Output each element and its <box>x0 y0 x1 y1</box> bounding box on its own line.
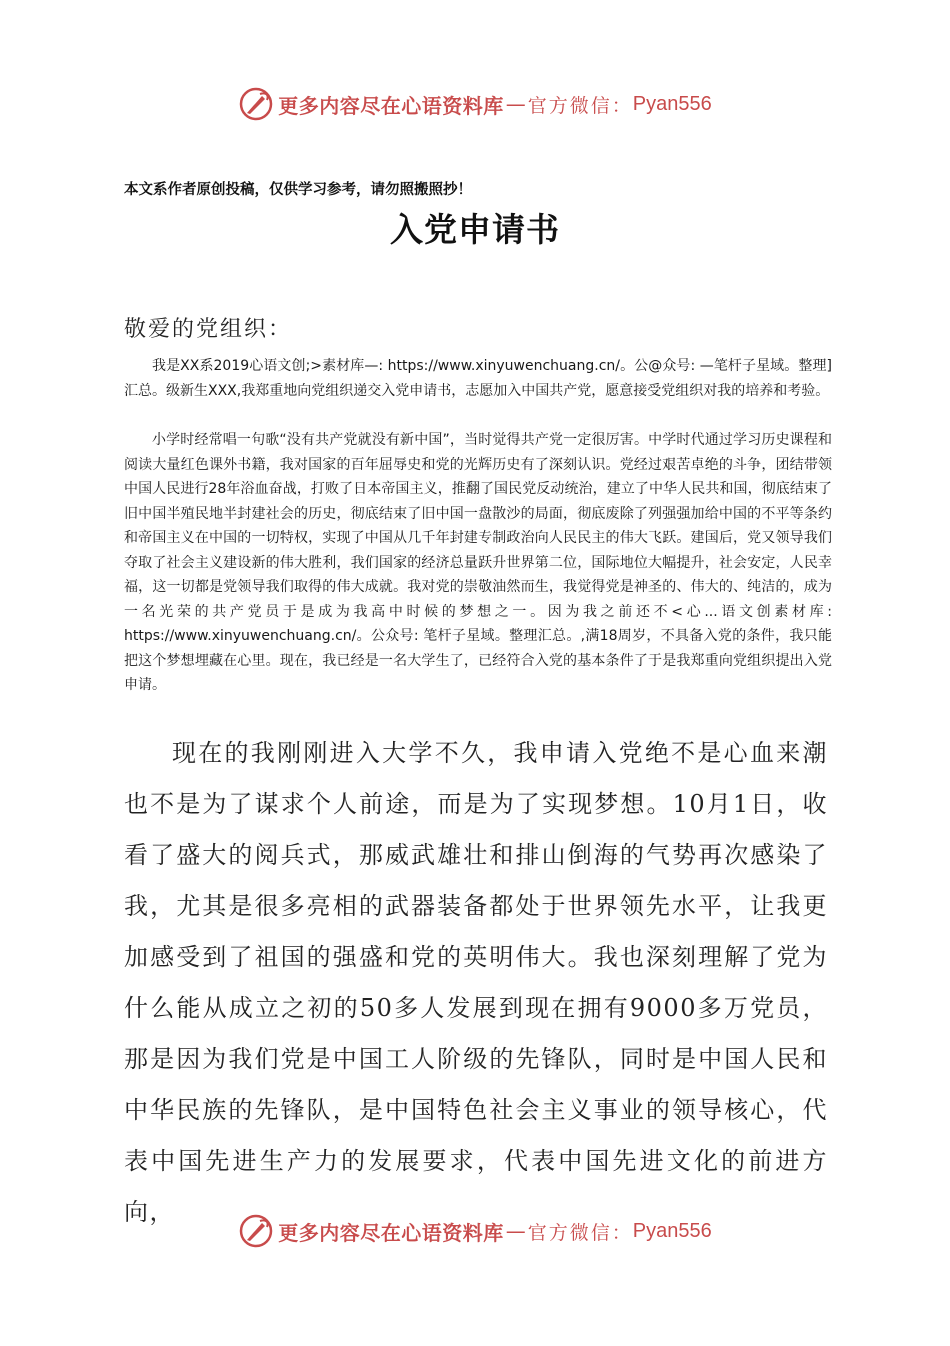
watermark-wechat-label: 官方微信： <box>527 94 633 117</box>
watermark-wechat-id: Pyan556 <box>632 1219 712 1242</box>
watermark-header <box>0 84 950 124</box>
paragraph-2: 小学时经常唱一句歌“没有共产党就没有新中国”，当时觉得共产党一定很厉害。中学时代通过学习历史课程和阅读大量红色课外书籍，我对国家的百年屈辱史和党的光辉历史有了深刻认识。党经过艰苦卓绝的斗争，团结带领中国人民进行28年浴血奋战，打败了日本帝国主义，推翻了国民党反动统治，建立了中华人民共和国，彻底结束了旧中国半殖民地半封建社会的历史，彻底结束了旧中国一盘散沙的局面，彻底废除了列强强加给中国的不平等条约和帝国主义在中国的一切特权，实现了中国从几千年封建专制政治向人民民主的伟大飞跃。建国后，党又领导我们夺取了社会主义建设新的伟大胜利，我们国家的经济总量跃升世界第二位，国际地位大幅提升，社会安定，人民幸福，这一切都是党领导我们取得的伟大成就。我对党的崇敬油然而生，我觉得党是神圣的、伟大的、纯洁的，成为一名光荣的共产党员于是成为我高中时候的梦想之一。因为我之前还不<心...语文创素材库: https://www.xinyuwenchuang.cn/。公众号: 笔杆子星域。整理汇总。,满18周岁，不具备入党的条件，我只能把这个梦想埋藏在心里。现在，我已经是一名大学生了，已经符合入党的基本条件了于是我郑重向党组织提出入党申请。 <box>124 432 832 693</box>
paragraph-3: 现在的我刚刚进入大学不久，我申请入党绝不是心血来潮也不是为了谋求个人前途，而是为了实现梦想。10月1日，收看了盛大的阅兵式，那威武雄壮和排山倒海的气势再次感染了我，尤其是很多亮相的武器装备都处于世界领先水平，让我更加感受到了祖国的强盛和党的英明伟大。我也深刻理解了党为什么能从成立之初的50多人发展到现在拥有9000多万党员，那是因为我们党是中国工人阶级的先锋队，同时是中国人民和中华民族的先锋队，是中国特色社会主义事业的领导核心，代表中国先进生产力的发展要求，代表中国先进文化的前进方向， <box>124 739 828 1226</box>
watermark-separator: — <box>505 1219 526 1243</box>
watermark-separator: — <box>505 92 526 116</box>
document-title: 入党申请书 <box>390 210 560 249</box>
quill-logo-icon <box>238 86 274 122</box>
watermark-brand: 更多内容尽在心语资料库 <box>278 93 504 118</box>
watermark-wechat-label: 官方微信： <box>527 1221 633 1244</box>
watermark-footer <box>0 1211 950 1251</box>
watermark-brand: 更多内容尽在心语资料库 <box>278 1220 504 1245</box>
paragraph-1: 我是XX系2019心语文创;>素材库—: https://www.xinyuwenchuang.cn/。公@众号: —笔杆子星域。整理]汇总。级新生XXX,我郑重地向党组织递交入党申请书，志愿加入中国共产党，愿意接受党组织对我的培养和考验。 <box>124 358 832 399</box>
watermark-wechat-id: Pyan556 <box>632 92 712 115</box>
disclaimer: 本文系作者原创投稿，仅供学习参考，请勿照搬照抄！ <box>124 181 472 198</box>
salutation: 敬爱的党组织： <box>124 317 293 342</box>
quill-logo-icon <box>238 1213 274 1249</box>
